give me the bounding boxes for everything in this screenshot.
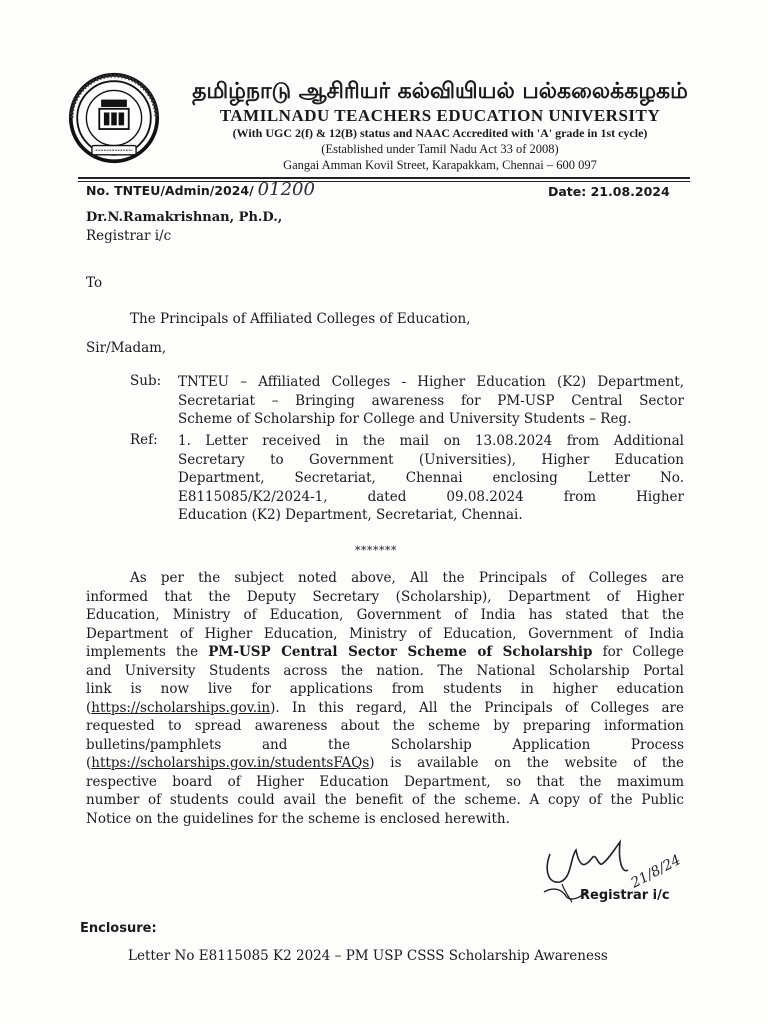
addressee: The Principals of Affiliated Colleges of Education, bbox=[130, 311, 471, 327]
body-line: Notice on the guidelines for the scheme is enclosed herewith. bbox=[86, 810, 510, 827]
body-line: requested to spread awareness about the scheme by preparing information bbox=[86, 718, 684, 734]
handwritten-number: 01200 bbox=[257, 179, 315, 200]
subject-label: Sub: bbox=[130, 373, 162, 389]
reference-label: Ref: bbox=[130, 432, 158, 448]
established-line: (Established under Tamil Nadu Act 33 of 2008) bbox=[321, 142, 559, 156]
sender-role: Registrar i/c bbox=[86, 228, 172, 244]
enclosure-item: Letter No E8115085 K2 2024 – PM USP CSSS Scholarship Awareness bbox=[128, 948, 608, 964]
reference-number bbox=[86, 179, 315, 200]
body-text: ). In this regard, All the Principals of Colleges are bbox=[270, 699, 684, 716]
scholarship-portal-link[interactable]: https://scholarships.gov.in bbox=[91, 699, 271, 716]
enclosure-heading: Enclosure: bbox=[80, 921, 157, 936]
body-line: and University Students across the nation. The National Scholarship Portal bbox=[86, 662, 684, 679]
salutation: Sir/Madam, bbox=[86, 340, 167, 356]
body-line: link is now live for applications from students in higher education bbox=[86, 681, 684, 697]
body-text: ( bbox=[86, 755, 92, 771]
body-line: Department of Higher Education, Ministry of Education, Government of India bbox=[86, 625, 684, 642]
body-line: number of students could avail the benefit of the scheme. A copy of the Public bbox=[86, 792, 684, 808]
body-text: ( bbox=[86, 699, 92, 716]
body-line: informed that the Deputy Secretary (Scholarship), Department of Higher bbox=[86, 588, 684, 605]
reference-line: Secretary to Government (Universities), Higher Education bbox=[178, 451, 684, 468]
scheme-name-bold: PM-USP Central Sector Scheme of Scholarship bbox=[208, 644, 593, 660]
letterhead bbox=[160, 78, 720, 173]
letter-date: Date: 21.08.2024 bbox=[548, 184, 670, 199]
students-faq-link[interactable]: https://scholarships.gov.in/studentsFAQs bbox=[91, 755, 370, 771]
body-text: for College bbox=[592, 644, 684, 660]
body-line: As per the subject noted above, All the Principals of Colleges are bbox=[130, 570, 684, 586]
body-text: implements the bbox=[86, 644, 209, 660]
to-label: To bbox=[86, 275, 103, 291]
subject-line: Secretariat – Bringing awareness for PM-USP Central Sector bbox=[178, 392, 684, 409]
body-paragraph bbox=[86, 569, 684, 828]
body-line: bulletins/pamphlets and the Scholarship Application Process bbox=[86, 736, 684, 753]
reference-number-prefix: No. TNTEU/Admin/2024/ bbox=[86, 183, 254, 198]
body-line bbox=[86, 699, 684, 718]
subject-line: Scheme of Scholarship for College and University Students – Reg. bbox=[178, 411, 632, 427]
subject-text bbox=[178, 373, 684, 429]
university-name-tamil: தமிழ்நாடு ஆசிரியர் கல்வியியல் பல்கலைக்கழகம் bbox=[192, 79, 688, 104]
university-name-english: TAMILNADU TEACHERS EDUCATION UNIVERSITY bbox=[219, 106, 661, 125]
accreditation-line: (With UGC 2(f) & 12(B) status and NAAC Accredited with 'A' grade in 1st cycle) bbox=[232, 126, 648, 140]
signatory-designation: Registrar i/c bbox=[580, 888, 670, 903]
reference-line: Education (K2) Department, Secretariat, Chennai. bbox=[178, 507, 523, 523]
subject-line: TNTEU – Affiliated Colleges - Higher Education (K2) Department, bbox=[178, 374, 684, 390]
body-line: Education, Ministry of Education, Government of India has stated that the bbox=[86, 607, 684, 623]
body-line bbox=[86, 643, 684, 662]
address-line: Gangai Amman Kovil Street, Karapakkam, Chennai – 600 097 bbox=[283, 158, 597, 172]
sender-name: Dr.N.Ramakrishnan, Ph.D., bbox=[86, 210, 283, 225]
reference-line: Department, Secretariat, Chennai enclosing Letter No. bbox=[178, 470, 684, 486]
reference-text bbox=[178, 432, 684, 525]
body-line: respective board of Higher Education Department, so that the maximum bbox=[86, 773, 684, 790]
body-line bbox=[86, 754, 684, 773]
reference-line: E8115085/K2/2024-1, dated 09.08.2024 from Higher bbox=[178, 488, 684, 505]
reference-line: 1. Letter received in the mail on 13.08.2024 from Additional bbox=[178, 433, 684, 449]
university-seal-logo bbox=[68, 72, 160, 164]
body-text: ) is available on the website of the bbox=[369, 755, 684, 771]
separator-stars: ******* bbox=[355, 544, 397, 557]
signature-date: 21/8/24 bbox=[628, 852, 684, 892]
